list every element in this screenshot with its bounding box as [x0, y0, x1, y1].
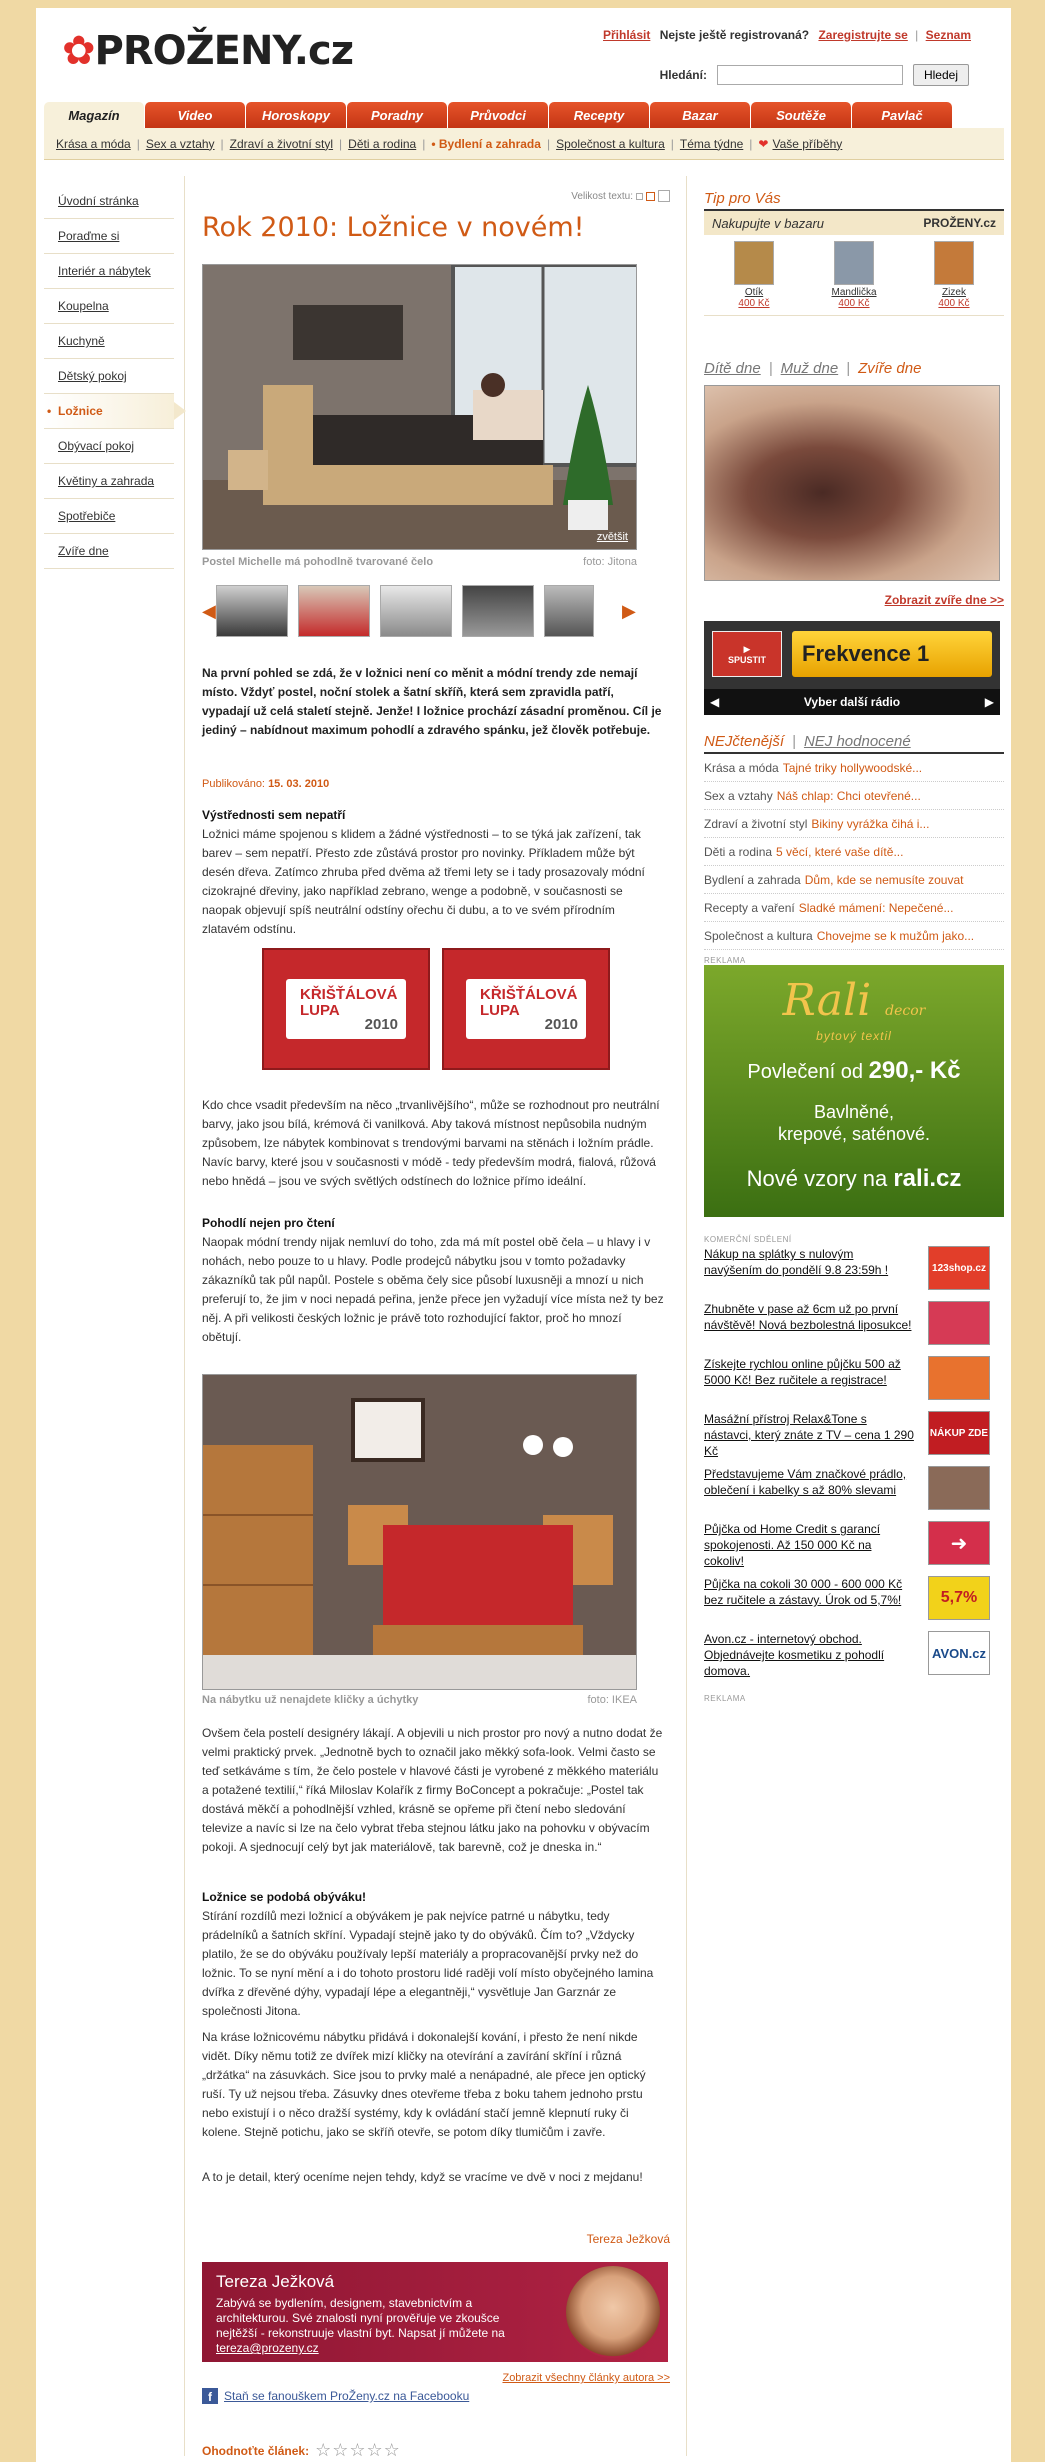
list-item[interactable]: Bydlení a zahrada Dům, kde se nemusíte zouvat	[704, 866, 1004, 894]
search-input[interactable]	[717, 65, 903, 85]
commercial-item[interactable]: Získejte rychlou online půjčku 500 až 5000 Kč! Bez ručitele a registrace!	[704, 1356, 1004, 1403]
ad-label: REKLAMA	[704, 1694, 746, 1703]
zoom-link[interactable]: zvětšit	[596, 531, 628, 543]
font-size-control: Velikost textu:	[571, 190, 670, 202]
popular-list	[704, 754, 1004, 950]
paragraph: Ložnici máme spojenou s klidem a žádné výstřednosti – to se týká jak zařízení, tak barev – sem nepatří. Přesto zde zůstává prostor pro novinky. Příkladem může být desén dřeva. Zatímco zhruba před dvěma až třemi lety se i tady prosazovaly módní cizokrajné dřeviny, jako například zebrano, wenge a podobně, v současnosti se naopak objevují spíš neutrální odstíny ořechu či dubu, a to ve svém přírodním zlatavém odstínu.	[202, 827, 645, 936]
commercial-item[interactable]: Představujeme Vám značkové prádlo, oblečení i kabelky s až 80% slevami	[704, 1466, 1004, 1513]
author-bio: Zabývá se bydlením, designem, stavebnictvím a architekturou. Své znalosti nyní prověřuje ve zkoušce nejtěžší - rekonstruuje vlastní byt. Napsat jí můžete na tereza@prozeny.cz	[216, 2296, 505, 2355]
arrow-left-icon[interactable]: ◀	[202, 601, 216, 621]
logo-text: PROŽENY.cz	[94, 28, 353, 74]
left-navigation	[44, 184, 174, 569]
list-item[interactable]: Zdraví a životní styl Bikiny vyrážka čihá i...	[704, 810, 1004, 838]
published-date: Publikováno: 15. 03. 2010	[202, 778, 330, 790]
tab-poradny[interactable]: Poradny	[347, 102, 447, 128]
arrow-left-icon[interactable]: ◀	[710, 695, 720, 709]
subnav-tema[interactable]: Téma týdne	[679, 136, 744, 151]
paragraph: Ovšem čela postelí designéry lákají. A objevili u nich prostor pro nový a nutno dodat že velmi praktický prvek. „Jednotně bych to označil jako měkký sofa-look. Velmi často se teď setkáváme s tím, že čelo postele v hlavové části je vyrobené z měkkého materiálu a potažené textilií,“ říká Miloslav Kolařík z firmy BoConcept a pokračuje: „Postel tak dostává měkčí a pohodlnější vzhled, krásně se opřeme při čtení nebo sledování televize a navíc si lze na čelo vybrat třeba stejnou látku jako na pohovku v obývacím pokoji. A sjednocují celý byt jak materiálově, tak barevně, což je dneska in.“	[202, 1726, 663, 1854]
arrow-right-icon[interactable]: ▶	[622, 601, 636, 621]
ad-thumbnail[interactable]	[928, 1356, 990, 1400]
photo2-caption: Na nábytku už nenajdete kličky a úchytky foto: IKEA	[202, 1694, 637, 1706]
commercial-label: KOMERČNÍ SDĚLENÍ	[704, 1235, 792, 1244]
article-lead: Na první pohled se zdá, že v ložnici není co měnit a módní trendy zde nemají místo. Vždyť postel, noční stolek a šatní skříň, která sem zpravidla patří, vypadají už celá staletí stejně. Jenže! I ložnice prochází zásadní proměnou. Cíl je jediný – nabídnout maximum pohodlí a zdravého spánku, jež člověk potřebuje.	[202, 666, 662, 737]
tab-video[interactable]: Video	[145, 102, 245, 128]
sub-navigation: Krása a móda | Sex a vztahy | Zdraví a životní styl | Děti a rodina | • Bydlení a zahrada | Společnost a kultura | Téma týdne | ❤ Vaše příběhy	[44, 128, 1004, 160]
day-tabs: Dítě dne | Muž dne | Zvíře dne	[704, 360, 922, 377]
tab-child-of-day[interactable]: Dítě dne	[704, 360, 761, 377]
right-column	[704, 178, 1004, 1703]
gallery-thumb[interactable]	[544, 585, 594, 637]
top-links	[603, 28, 971, 42]
ad-label: REKLAMA	[704, 956, 746, 965]
subnav-spolecnost[interactable]: Společnost a kultura	[556, 136, 665, 151]
award-badges	[262, 948, 610, 1070]
ad-thumbnail[interactable]: AVON.cz	[928, 1631, 990, 1675]
radio-brand: Frekvence 1	[792, 631, 992, 677]
ad-thumbnail[interactable]: 5,7%	[928, 1576, 990, 1620]
section-heading: Ložnice se podobá obýváku!	[202, 1890, 367, 1904]
commercial-item[interactable]: Nákup na splátky s nulovým navýšením do pondělí 9.8 23:59h ! 123shop.cz	[704, 1246, 1004, 1293]
popular-tabs: NEJčtenější | NEJ hodnocené	[704, 733, 1004, 754]
search-label: Hledání:	[659, 68, 707, 82]
leftnav-item[interactable]: Spotřebiče	[44, 499, 174, 534]
not-registered-text: Nejste ještě registrovaná?	[659, 28, 810, 42]
krystalova-lupa-badge[interactable]: KŘIŠŤÁLOVÁ LUPA 2010	[442, 948, 610, 1070]
bazar-item[interactable]: Mandlička 400 Kč	[819, 241, 889, 309]
font-large-button[interactable]	[658, 190, 670, 202]
leftnav-item[interactable]: Poraďme si	[44, 219, 174, 254]
list-item[interactable]: Společnost a kultura Chovejme se k mužům jako...	[704, 922, 1004, 950]
rating-stars[interactable]: ☆☆☆☆☆	[315, 2440, 401, 2460]
tab-pruvodci[interactable]: Průvodci	[448, 102, 548, 128]
subnav-deti[interactable]: Děti a rodina	[348, 136, 417, 151]
font-small-button[interactable]	[636, 193, 643, 200]
author-box	[202, 2262, 668, 2362]
radio-play-button[interactable]: ▶ SPUSTIT	[712, 631, 782, 677]
leftnav-item[interactable]: Interiér a nábytek	[44, 254, 174, 289]
tab-horoskopy[interactable]: Horoskopy	[246, 102, 346, 128]
gallery-thumb[interactable]	[216, 585, 288, 637]
bedroom-photo[interactable]	[202, 264, 637, 550]
all-author-articles-link[interactable]: Zobrazit všechny články autora >>	[502, 2372, 670, 2384]
tab-souteze[interactable]: Soutěže	[751, 102, 851, 128]
separator: |	[915, 28, 919, 42]
leftnav-item[interactable]: Zvíře dne	[44, 534, 174, 569]
leftnav-item[interactable]: Kuchyně	[44, 324, 174, 359]
bazar-items	[704, 235, 1004, 316]
gallery-thumb[interactable]	[380, 585, 452, 637]
paragraph: A to je detail, který oceníme nejen tehdy, když se vracíme ve dvě v noci z mejdanu!	[202, 2170, 643, 2184]
author-photo	[566, 2266, 660, 2358]
subnav-pribehy[interactable]: Vaše příběhy	[772, 136, 843, 151]
ad-thumbnail[interactable]: NÁKUP ZDE	[928, 1411, 990, 1455]
list-item[interactable]: Recepty a vaření Sladké mámení: Nepečené...	[704, 894, 1004, 922]
commercial-item[interactable]: Půjčka na cokoli 30 000 - 600 000 Kč bez ručitele a zástavy. Úrok od 5,7%! 5,7%	[704, 1576, 1004, 1623]
cat-photo	[934, 241, 974, 285]
gallery-thumb[interactable]	[462, 585, 534, 637]
article-title: Rok 2010: Ložnice v novém!	[202, 212, 585, 243]
article-author[interactable]: Tereza Ježková	[586, 2232, 670, 2246]
leftnav-item[interactable]: Obývací pokoj	[44, 429, 174, 464]
leftnav-item[interactable]: Úvodní stránka	[44, 184, 174, 219]
arrow-right-icon[interactable]: ▶	[984, 695, 994, 709]
heart-icon: ❤	[758, 136, 769, 151]
commercial-list	[704, 1246, 1004, 1678]
author-name: Tereza Ježková	[216, 2272, 335, 2291]
tab-man-of-day[interactable]: Muž dne	[780, 360, 839, 377]
paragraph: Kdo chce vsadit především na něco „trvanlivějšího“, může se rozhodnout pro neutrální barvy, jako jsou bílá, krémová či vanilková. Aby taková místnost nepůsobila nudným způsobem, lze nábytek kombinovat s trendovými barvami na stěnách i ložním prádle. Navíc barvy, které jsou v současnosti v módě - tedy především modrá, fialová, růžová nebo hnědá – jsou ve svých světlých odstínech do ložnice přímo ideální.	[202, 1098, 660, 1188]
facebook-fan	[202, 2388, 469, 2404]
commercial-item[interactable]: Masážní přístroj Relax&Tone s nástavci, který znáte z TV – cena 1 290 Kč NÁKUP ZDE	[704, 1412, 989, 1458]
font-medium-button[interactable]	[646, 192, 655, 201]
leftnav-item[interactable]: Květiny a zahrada	[44, 464, 174, 499]
search-button[interactable]: Hledej	[913, 64, 969, 86]
ad-thumbnail[interactable]	[928, 1301, 990, 1345]
radio-next-button[interactable]: ◀ Vyber další rádio ▶	[704, 689, 1000, 715]
page	[36, 8, 1011, 2462]
section-1	[202, 806, 664, 939]
tab-bazar[interactable]: Bazar	[650, 102, 750, 128]
rali-logo: Rali decor	[782, 975, 926, 1026]
gallery-thumb[interactable]	[298, 585, 370, 637]
show-animal-link[interactable]: Zobrazit zvíře dne >>	[884, 593, 1004, 607]
tab-animal-of-day[interactable]: Zvíře dne	[858, 360, 922, 377]
rali-ad-banner[interactable]: Rali decor bytový textil Povlečení od 290,- Kč Bavlněné, krepové, saténové. Nové vzory na rali.cz	[704, 965, 1004, 1217]
arrow-right-icon[interactable]: ➜	[928, 1521, 990, 1565]
paragraph: Stírání rozdílů mezi ložnicí a obývákem je pak nejvíce patrné u nábytku, tedy prádelníků a šatních skříní. Vypadají stejně jako ty do obýváků. Čím to? „Vždycky platilo, že se do obýváku používaly lepší materiály a propracovanější prvky než do ložnic. To se nyní mění a i do tohoto prostoru lidé raději volí místo obyčejného lamina dvířka z dřevěné dýhy, vypadají lépe a elegantněji,“ vysvětluje Jan Garznár ze společnosti Jitona.	[202, 1909, 654, 2018]
leftnav-item-active[interactable]: • Ložnice	[44, 394, 174, 429]
radio-widget	[704, 621, 1000, 715]
animal-of-day-photo[interactable]	[704, 385, 1000, 581]
commercial-item[interactable]: Zhubněte v pase až 6cm už po první návštěvě! Nová bezbolestná liposukce!	[704, 1301, 1004, 1348]
section-heading: Pohodlí nejen pro čtení	[202, 1216, 335, 1230]
ad-thumbnail[interactable]	[928, 1466, 990, 1510]
bazar-item[interactable]: Otík 400 Kč	[719, 241, 789, 309]
paragraph: Naopak módní trendy nijak nemluví do toho, zda má mít postel obě čela – u hlavy i v nohách, nebo pouze to u hlavy. Podle prodejců nábytku jsou v tomto požadavky zákazníků tak půl napůl. Postele s oběma čely sice působí luxusněji a mnozí u nich preferují to, že jim v noci nepadá peřina, jenže přece jen vyžadují více místa než ty bez něj. A při velikosti českých ložnic je právě toto rozhodující faktor, proč ho mnozí obětují.	[202, 1235, 664, 1344]
cat-photo	[734, 241, 774, 285]
flower-icon: ✿	[62, 28, 95, 74]
facebook-icon: f	[202, 2388, 218, 2404]
subnav-bydleni[interactable]: • Bydlení a zahrada	[431, 136, 541, 151]
tab-most-read[interactable]: NEJčtenější	[704, 733, 785, 750]
section-heading: Výstřednosti sem nepatří	[202, 808, 346, 822]
subnav-zdravi[interactable]: Zdraví a životní styl	[229, 136, 334, 151]
commercial-item[interactable]: Avon.cz - internetový obchod. Objednávejte kosmetiku z pohodlí domova. AVON.cz	[704, 1631, 1004, 1678]
cat-photo	[834, 241, 874, 285]
search-form	[660, 64, 969, 86]
ikea-bedroom-illustration	[203, 1375, 637, 1690]
tab-top-rated[interactable]: NEJ hodnocené	[803, 733, 911, 750]
section-3	[202, 1888, 664, 2021]
photo1-caption: Postel Michelle má pohodlně tvarované čelo foto: Jitona	[202, 556, 637, 568]
bazar-item[interactable]: Zizek 400 Kč	[919, 241, 989, 309]
main-tabs	[44, 102, 1004, 128]
tab-magazin[interactable]: Magazín	[44, 102, 144, 128]
ad-thumbnail[interactable]: 123shop.cz	[928, 1246, 990, 1290]
list-item[interactable]: Děti a rodina 5 věcí, které vaše dítě...	[704, 838, 1004, 866]
seznam-link[interactable]: Seznam	[925, 28, 971, 42]
bazar-header: Nakupujte v bazaru PROŽENY.cz	[704, 211, 1004, 235]
commercial-item[interactable]: Půjčka od Home Credit s garancí spokojenosti. Až 150 000 Kč na cokoliv! ➜	[704, 1521, 1004, 1568]
register-link[interactable]: Zaregistrujte se	[818, 28, 908, 42]
subnav-sex[interactable]: Sex a vztahy	[145, 136, 215, 151]
site-logo[interactable]	[62, 28, 353, 88]
leftnav-item[interactable]: Dětský pokoj	[44, 359, 174, 394]
article-rating: Ohodnoťte článek: ☆☆☆☆☆	[202, 2440, 401, 2460]
list-item[interactable]: Sex a vztahy Náš chlap: Chci otevřené...	[704, 782, 1004, 810]
leftnav-item[interactable]: Koupelna	[44, 289, 174, 324]
krystalova-lupa-badge[interactable]: KŘIŠŤÁLOVÁ LUPA 2010	[262, 948, 430, 1070]
section-2	[202, 1214, 664, 1347]
list-item[interactable]: Krása a móda Tajné triky hollywoodské...	[704, 754, 1004, 782]
ikea-bedroom-photo[interactable]	[202, 1374, 637, 1690]
gallery-thumbnails	[202, 583, 637, 638]
facebook-fan-link[interactable]: Staň se fanouškem ProŽeny.cz na Facebooku	[224, 2389, 470, 2403]
login-link[interactable]: Přihlásit	[603, 28, 651, 42]
bedroom-illustration	[203, 265, 637, 550]
author-email-link[interactable]: tereza@prozeny.cz	[216, 2341, 319, 2355]
tab-recepty[interactable]: Recepty	[549, 102, 649, 128]
tab-pavlac[interactable]: Pavlač	[852, 102, 952, 128]
paragraph: Na kráse ložnicovému nábytku přidává i dokonalejší kování, i přesto že není nikde vidět. Díky němu totiž ze dvířek mizí kličky na otevírání a zavírání skříní i různá „držátka“ na zásuvkách. Sice jsou to prvky malé a nenápadné, ale přece jen optický ruší. Ty už nejsou třeba. Zásuvky dnes otevřeme třeba z boku tahem jednoho prstu nebo existují i o něco dražší systémy, kdy k ovládání stačí jemně klepnutí ruky či kolene. Stejně potichu, jako se skříň otevře, se potom díky tlumičům i zavře.	[202, 2030, 646, 2139]
subnav-krasa[interactable]: Krása a móda	[56, 136, 131, 151]
play-icon: ▶	[743, 643, 751, 654]
tip-title: Tip pro Vás	[704, 190, 1004, 211]
